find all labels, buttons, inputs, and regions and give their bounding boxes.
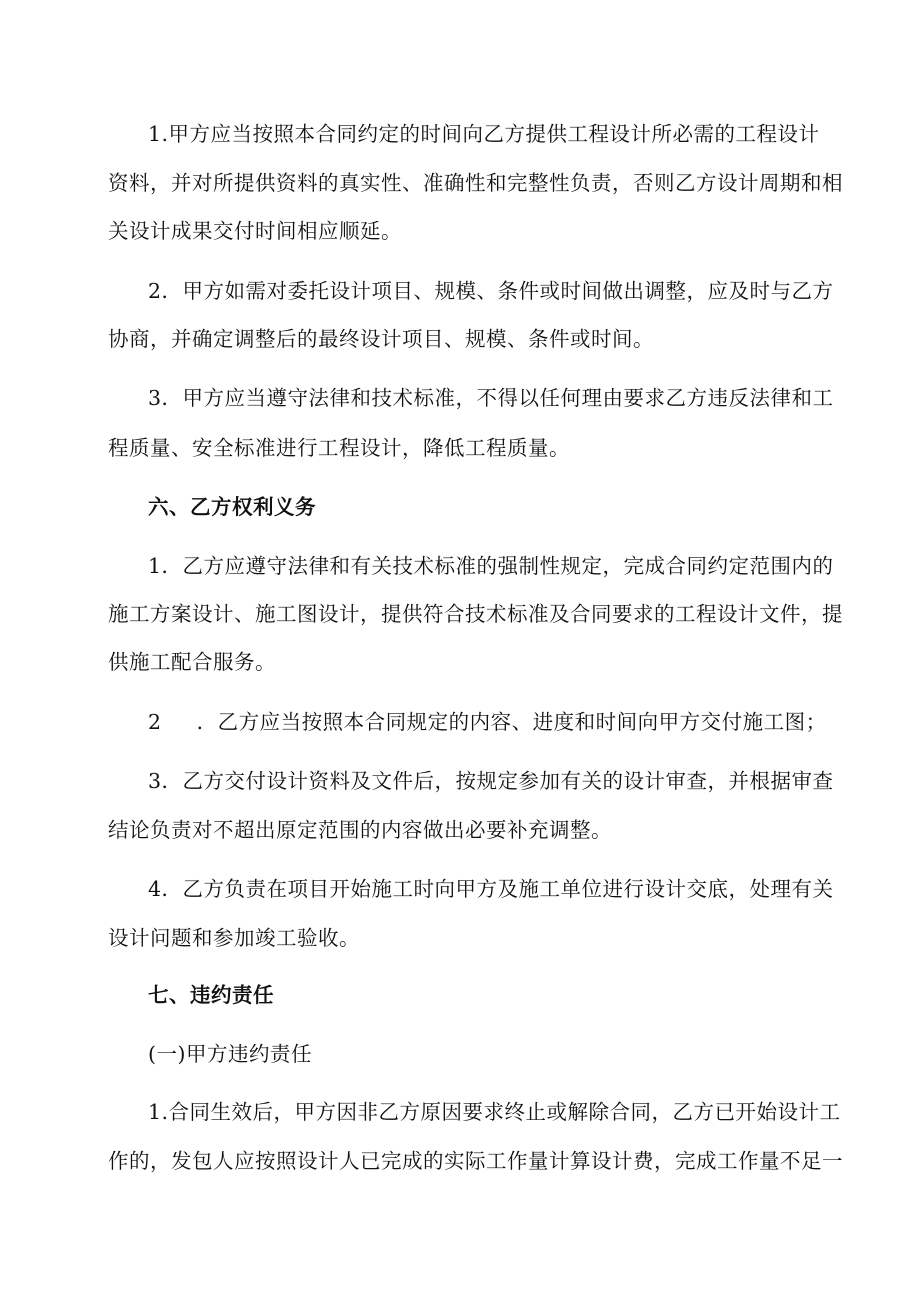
section-heading-7: 七、违约责任	[148, 983, 274, 1007]
para4-line3: 供施工配合服务。	[108, 650, 276, 674]
para2-line1: 2．甲方如需对委托设计项目、规模、条件或时间做出调整，应及时与乙方	[148, 279, 834, 303]
para1-line3: 关设计成果交付时间相应顺延。	[108, 219, 402, 243]
para3-line1: 3．甲方应当遵守法律和技术标准，不得以任何理由要求乙方违反法律和工	[148, 386, 834, 410]
para1-line1: 1.甲方应当按照本合同约定的时间向乙方提供工程设计所必需的工程设计	[148, 122, 820, 146]
para8-line2: 作的，发包人应按照设计人已完成的实际工作量计算设计费，完成工作量不足一	[108, 1149, 843, 1173]
para3-line2: 程质量、安全标准进行工程设计，降低工程质量。	[108, 436, 570, 460]
para4-line2: 施工方案设计、施工图设计，提供符合技术标准及合同要求的工程设计文件，提	[108, 602, 843, 626]
para2-line2: 协商，并确定调整后的最终设计项目、规模、条件或时间。	[108, 327, 654, 351]
subsection-heading-party-a: (一)甲方违约责任	[148, 1042, 312, 1066]
para7-line2: 设计问题和参加竣工验收。	[108, 926, 360, 950]
para8-line1: 1.合同生效后，甲方因非乙方原因要求终止或解除合同，乙方已开始设计工	[148, 1100, 841, 1124]
para7-line1: 4．乙方负责在项目开始施工时向甲方及施工单位进行设计交底，处理有关	[148, 877, 834, 901]
para4-line1: 1．乙方应遵守法律和有关技术标准的强制性规定，完成合同约定范围内的	[148, 554, 834, 578]
para5-line1: 2 ．乙方应当按照本合同规定的内容、进度和时间向甲方交付施工图；	[148, 710, 827, 734]
para6-line1: 3．乙方交付设计资料及文件后，按规定参加有关的设计审查，并根据审查	[148, 769, 834, 793]
para1-line2: 资料，并对所提供资料的真实性、准确性和完整性负责，否则乙方设计周期和相	[108, 171, 843, 195]
section-heading-6: 六、乙方权利义务	[148, 495, 316, 519]
para6-line2: 结论负责对不超出原定范围的内容做出必要补充调整。	[108, 818, 612, 842]
